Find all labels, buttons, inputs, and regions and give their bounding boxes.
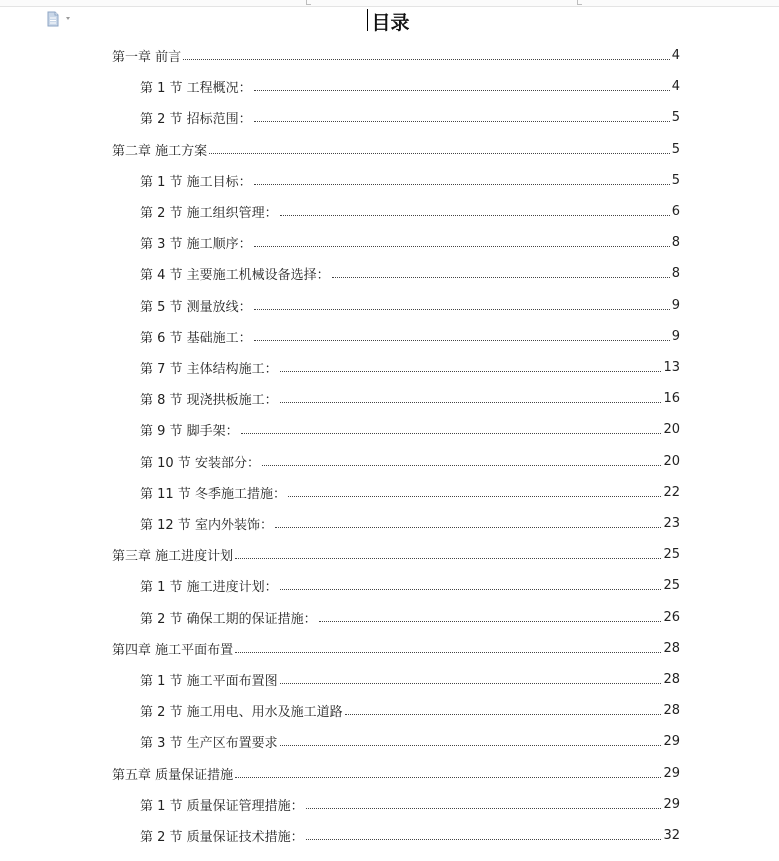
toc-page-number: 20 — [663, 453, 680, 469]
toc-entry-label: 第 11 节 冬季施工措施： — [140, 486, 286, 502]
toc-page-number: 5 — [671, 110, 680, 126]
toc-chapter-entry[interactable] — [112, 758, 680, 789]
toc-dot-leader — [280, 683, 662, 684]
toc-dot-leader — [254, 309, 670, 310]
toc-dot-leader — [254, 90, 670, 91]
toc-page-number: 29 — [663, 765, 680, 781]
toc-section-entry[interactable] — [140, 165, 680, 196]
document-title-text: 目录 — [371, 12, 410, 34]
toc-section-entry[interactable] — [140, 71, 680, 102]
toc-chapter-entry[interactable] — [112, 633, 680, 664]
toc-dot-leader — [235, 558, 661, 559]
text-cursor — [367, 9, 368, 31]
toc-entry-label: 第一章 前言 — [112, 50, 182, 65]
toc-dot-leader — [345, 714, 662, 715]
toc-page-number: 32 — [663, 828, 680, 843]
page-corner-mark-right — [577, 0, 582, 5]
toc-page-number: 8 — [671, 235, 680, 251]
title-container — [0, 8, 779, 35]
toc-chapter-entry[interactable] — [112, 539, 680, 570]
toc-page-number: 8 — [671, 266, 680, 282]
toc-dot-leader — [280, 371, 662, 372]
toc-page-number: 4 — [671, 79, 680, 95]
toc-dot-leader — [254, 340, 670, 341]
toc-page-number: 20 — [663, 422, 680, 438]
toc-section-entry[interactable] — [140, 446, 680, 477]
toc-dot-leader — [280, 215, 670, 216]
toc-entry-label: 第 12 节 室内外装饰： — [140, 518, 273, 533]
toc-section-entry[interactable] — [140, 383, 680, 414]
toc-entry-label: 第四章 施工平面布置 — [112, 642, 234, 658]
page-top-edge — [0, 0, 779, 7]
toc-entry-label: 第 8 节 现浇拱板施工： — [140, 393, 278, 409]
toc-page-number: 25 — [663, 547, 680, 563]
toc-dot-leader — [319, 621, 662, 622]
toc-entry-label: 第 2 节 施工组织管理： — [140, 206, 278, 221]
toc-section-entry[interactable] — [140, 602, 680, 633]
toc-dot-leader — [235, 652, 661, 653]
toc-dot-leader — [280, 402, 662, 403]
toc-page-number: 23 — [663, 516, 680, 531]
toc-section-entry[interactable] — [140, 352, 680, 383]
toc-section-entry[interactable] — [140, 570, 680, 601]
toc-dot-leader — [306, 839, 662, 840]
toc-dot-leader — [209, 153, 670, 154]
toc-entry-label: 第 6 节 基础施工： — [140, 330, 252, 346]
toc-entry-label: 第 5 节 测量放线： — [140, 299, 252, 315]
toc-entry-label: 第 2 节 施工用电、用水及施工道路 — [140, 705, 343, 721]
toc-section-entry[interactable] — [140, 820, 680, 851]
toc-entry-label: 第三章 施工进度计划 — [112, 549, 234, 565]
toc-page-number: 28 — [663, 703, 680, 719]
toc-dot-leader — [241, 433, 662, 434]
page-corner-mark-left — [306, 0, 311, 5]
toc-section-entry[interactable] — [140, 102, 680, 133]
toc-entry-label: 第 1 节 施工目标： — [140, 174, 252, 190]
toc-page-number: 9 — [671, 328, 680, 344]
toc-dot-leader — [332, 277, 670, 278]
toc-dot-leader — [254, 121, 670, 122]
toc-section-entry[interactable] — [140, 196, 680, 227]
toc-page-number: 25 — [663, 578, 680, 594]
toc-dot-leader — [254, 246, 670, 247]
toc-section-entry[interactable] — [140, 789, 680, 820]
toc-section-entry[interactable] — [140, 227, 680, 258]
toc-dot-leader — [275, 527, 662, 528]
toc-dot-leader — [306, 808, 662, 809]
toc-section-entry[interactable] — [140, 664, 680, 695]
toc-page-number: 28 — [663, 640, 680, 656]
toc-section-entry[interactable] — [140, 258, 680, 289]
toc-dot-leader — [254, 184, 670, 185]
toc-section-entry[interactable] — [140, 695, 680, 726]
toc-page-number: 9 — [671, 297, 680, 313]
toc-dot-leader — [288, 496, 662, 497]
toc-section-entry[interactable] — [140, 321, 680, 352]
toc-page-number: 26 — [663, 609, 680, 625]
toc-entry-label: 第 7 节 主体结构施工： — [140, 362, 278, 377]
toc-entry-label: 第 2 节 招标范围： — [140, 112, 252, 128]
toc-page-number: 28 — [663, 672, 680, 687]
toc-entry-label: 第五章 质量保证措施 — [112, 767, 234, 783]
toc-section-entry[interactable] — [140, 290, 680, 321]
toc-entry-label: 第 1 节 施工平面布置图 — [140, 674, 278, 689]
toc-entry-label: 第二章 施工方案 — [112, 143, 208, 159]
toc-entry-label: 第 3 节 生产区布置要求 — [140, 736, 278, 752]
toc-entry-label: 第 9 节 脚手架： — [140, 424, 239, 440]
toc-entry-label: 第 10 节 安装部分： — [140, 455, 260, 471]
toc-chapter-entry[interactable] — [112, 134, 680, 165]
toc-page-number: 6 — [671, 204, 680, 219]
toc-entry-label: 第 1 节 施工进度计划： — [140, 580, 278, 596]
toc-page-number: 22 — [663, 484, 680, 500]
toc-chapter-entry[interactable] — [112, 40, 680, 71]
toc-page-number: 5 — [671, 172, 680, 188]
toc-page-number: 4 — [671, 48, 680, 63]
toc-page-number: 29 — [663, 796, 680, 812]
toc-section-entry[interactable] — [140, 508, 680, 539]
toc-dot-leader — [183, 59, 670, 60]
toc-page-number: 5 — [671, 141, 680, 157]
toc-entry-label: 第 1 节 质量保证管理措施： — [140, 798, 304, 814]
toc-page-number: 13 — [663, 360, 680, 375]
toc-entry-label: 第 3 节 施工顺序： — [140, 237, 252, 253]
toc-section-entry[interactable] — [140, 414, 680, 445]
toc-dot-leader — [262, 465, 662, 466]
toc-section-entry[interactable] — [140, 726, 680, 757]
toc-dot-leader — [280, 745, 662, 746]
document-title[interactable] — [369, 8, 409, 35]
toc-entry-label: 第 4 节 主要施工机械设备选择： — [140, 268, 330, 284]
toc-page-number: 16 — [663, 391, 680, 407]
toc-page-number: 29 — [663, 734, 680, 750]
toc-section-entry[interactable] — [140, 477, 680, 508]
toc-dot-leader — [280, 589, 662, 590]
toc-entry-label: 第 1 节 工程概况： — [140, 81, 252, 97]
toc-entry-label: 第 2 节 质量保证技术措施： — [140, 830, 304, 845]
toc-entry-label: 第 2 节 确保工期的保证措施： — [140, 611, 317, 627]
toc-dot-leader — [235, 777, 661, 778]
